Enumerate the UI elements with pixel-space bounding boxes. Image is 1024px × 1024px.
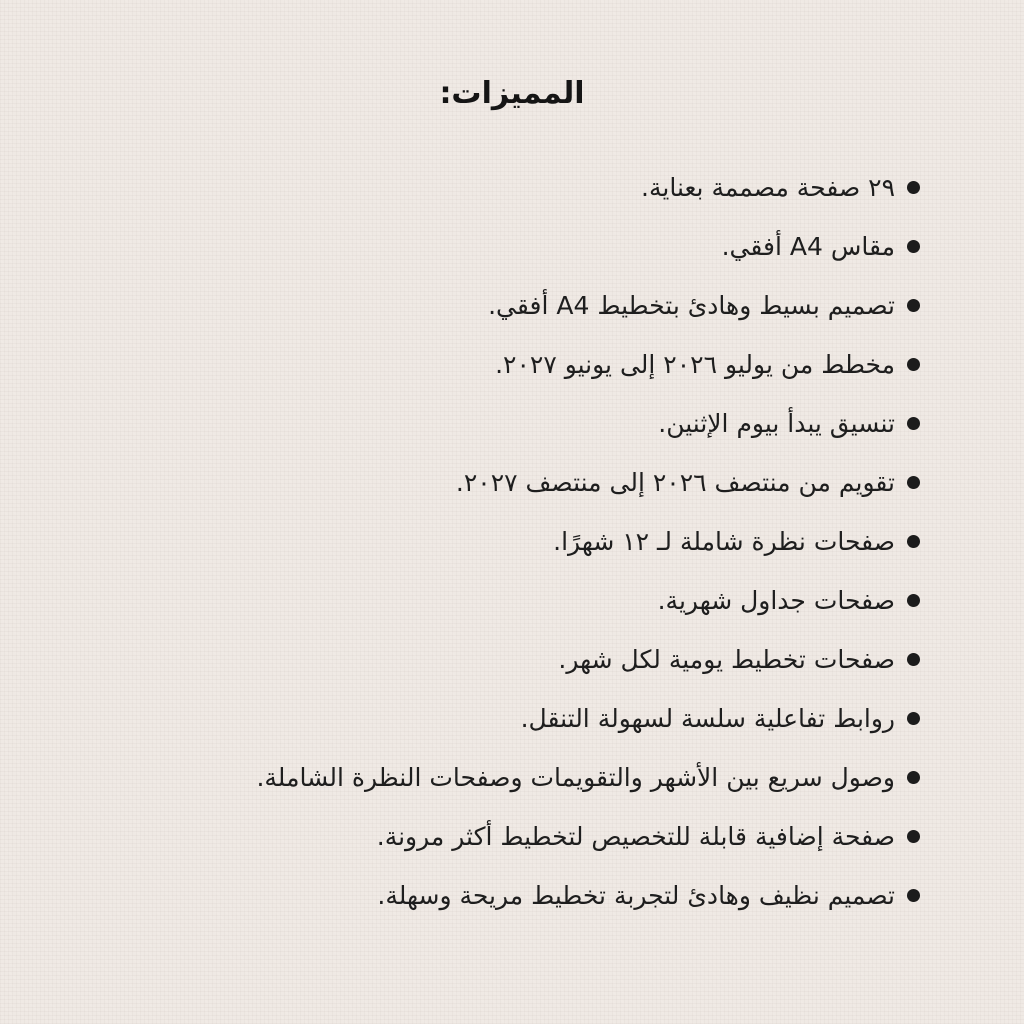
feature-text: تصميم بسيط وهادئ بتخطيط A4 أفقي. [488, 291, 895, 320]
bullet-icon [907, 712, 920, 725]
bullet-icon [907, 181, 920, 194]
bullet-icon [907, 417, 920, 430]
list-item [80, 394, 920, 453]
bullet-icon [907, 240, 920, 253]
list-item [80, 689, 920, 748]
bullet-icon [907, 771, 920, 784]
bullet-icon [907, 889, 920, 902]
features-list [80, 158, 920, 925]
bullet-icon [907, 358, 920, 371]
bullet-icon [907, 653, 920, 666]
list-item [80, 453, 920, 512]
list-item [80, 512, 920, 571]
feature-text: وصول سريع بين الأشهر والتقويمات وصفحات النظرة الشاملة. [256, 763, 895, 792]
feature-text: مخطط من يوليو ٢٠٢٦ إلى يونيو ٢٠٢٧. [495, 350, 895, 379]
list-item [80, 276, 920, 335]
feature-text: صفحات تخطيط يومية لكل شهر. [558, 645, 895, 674]
bullet-icon [907, 299, 920, 312]
feature-text: صفحات جداول شهرية. [657, 586, 895, 615]
page-title: المميزات: [439, 76, 585, 112]
list-item [80, 866, 920, 925]
bullet-icon [907, 830, 920, 843]
list-item [80, 158, 920, 217]
feature-text: مقاس A4 أفقي. [721, 232, 895, 261]
list-item [80, 748, 920, 807]
list-item [80, 630, 920, 689]
feature-text: تقويم من منتصف ٢٠٢٦ إلى منتصف ٢٠٢٧. [455, 468, 895, 497]
feature-text: روابط تفاعلية سلسة لسهولة التنقل. [520, 704, 895, 733]
bullet-icon [907, 476, 920, 489]
feature-text: تنسيق يبدأ بيوم الإثنين. [658, 409, 895, 438]
list-item [80, 335, 920, 394]
list-item [80, 571, 920, 630]
feature-text: ٢٩ صفحة مصممة بعناية. [641, 173, 895, 202]
feature-text: تصميم نظيف وهادئ لتجربة تخطيط مريحة وسهلة. [377, 881, 895, 910]
list-item [80, 807, 920, 866]
list-item [80, 217, 920, 276]
feature-text: صفحات نظرة شاملة لـ ١٢ شهرًا. [553, 527, 895, 556]
bullet-icon [907, 535, 920, 548]
feature-text: صفحة إضافية قابلة للتخصيص لتخطيط أكثر مرونة. [376, 822, 895, 851]
bullet-icon [907, 594, 920, 607]
